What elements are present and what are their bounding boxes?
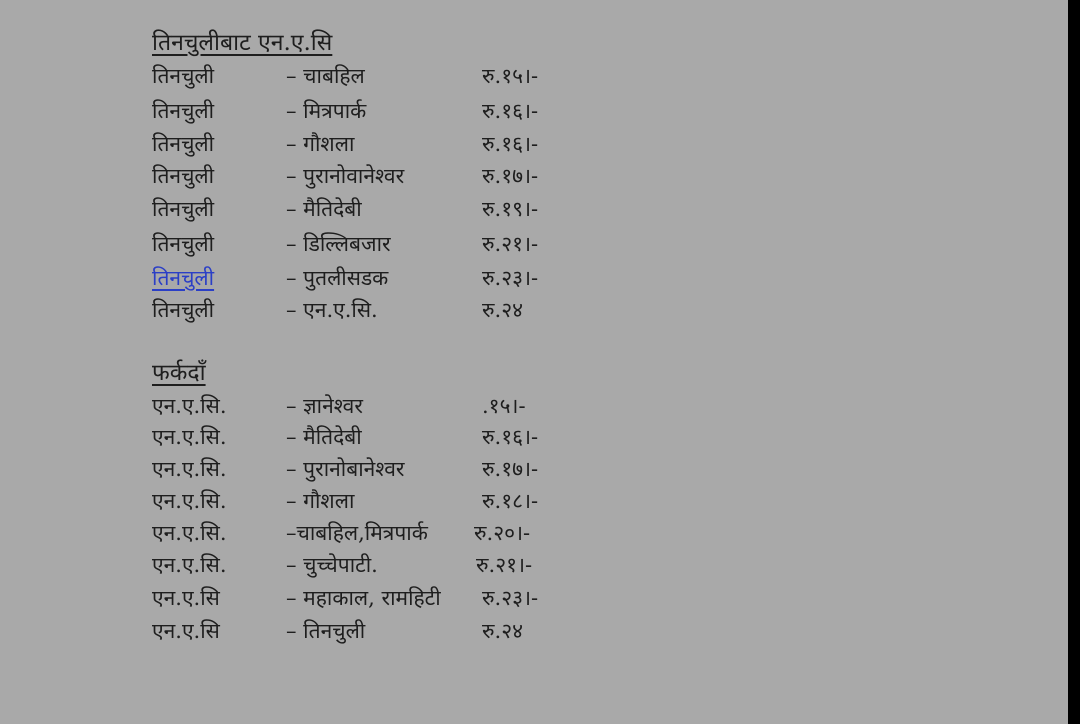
fare: रु.२४ (482, 298, 524, 322)
origin: एन.ए.सि. (152, 425, 227, 449)
origin: एन.ए.सि. (152, 489, 227, 513)
fare: रु.१७।- (482, 164, 539, 188)
fare-row (152, 485, 572, 517)
origin: एन.ए.सि (152, 619, 220, 643)
outbound-heading: तिनचुलीबाट एन.ए.सि (152, 30, 333, 56)
origin: तिनचुली (152, 164, 215, 188)
fare: .१५।- (482, 394, 526, 418)
fare: रु.१६।- (482, 99, 539, 123)
fare: रु.१७।- (482, 457, 539, 481)
origin: एन.ए.सि. (152, 394, 227, 418)
origin: तिनचुली (152, 232, 215, 256)
fare: रु.२१।- (482, 232, 539, 256)
fare: रु.२३।- (482, 586, 539, 610)
destination: – पुरानोबानेश्वर (286, 457, 405, 481)
fare: रु.२३।- (482, 266, 539, 290)
fare-row (152, 95, 572, 127)
fare-row (152, 294, 572, 326)
fare-row (152, 517, 572, 549)
origin: तिनचुली (152, 64, 215, 88)
destination: – चाबहिल (286, 64, 365, 88)
destination: – मैतिदेबी (286, 425, 362, 449)
origin: तिनचुली (152, 132, 215, 156)
destination: – एन.ए.सि. (286, 298, 378, 322)
destination: – तिनचुली (286, 619, 366, 643)
origin: एन.ए.सि. (152, 521, 227, 545)
destination: – मित्रपार्क (286, 99, 367, 123)
fare: रु.२१।- (476, 553, 533, 577)
destination: – ज्ञानेश्वर (286, 394, 363, 418)
destination: – पुतलीसडक (286, 266, 389, 290)
destination: –चाबहिल,मित्रपार्क (286, 521, 428, 545)
fare-row (152, 262, 572, 294)
fare: रु.१६।- (482, 132, 539, 156)
destination: – गौशला (286, 132, 355, 156)
origin: एन.ए.सि (152, 586, 220, 610)
origin-link[interactable]: तिनचुली (152, 266, 215, 290)
fare-row (152, 615, 572, 647)
fare-row (152, 453, 572, 485)
origin: एन.ए.सि. (152, 553, 227, 577)
destination: – पुरानोवानेश्वर (286, 164, 405, 188)
fare-row (152, 549, 572, 581)
fare-row (152, 582, 572, 614)
fare-row (152, 60, 572, 92)
fare: रु.२४ (482, 619, 524, 643)
fare: रु.२०।- (474, 521, 531, 545)
destination: – मैतिदेबी (286, 197, 362, 221)
fare-row (152, 160, 572, 192)
fare-row (152, 421, 572, 453)
destination: – चुच्चेपाटी. (286, 553, 378, 577)
fare-row (152, 128, 572, 160)
fare: रु.१९।- (482, 197, 539, 221)
fare: रु.१८।- (482, 489, 539, 513)
fare-row (152, 390, 572, 422)
fare: रु.१५।- (482, 64, 539, 88)
return-heading: फर्कदाँ (152, 360, 206, 386)
destination: – गौशला (286, 489, 355, 513)
origin: तिनचुली (152, 197, 215, 221)
origin: तिनचुली (152, 298, 215, 322)
origin: तिनचुली (152, 99, 215, 123)
fare: रु.१६।- (482, 425, 539, 449)
origin: एन.ए.सि. (152, 457, 227, 481)
fare-row (152, 193, 572, 225)
destination: – डिल्लिबजार (286, 232, 391, 256)
destination: – महाकाल, रामहिटी (286, 586, 441, 610)
fare-row (152, 228, 572, 260)
